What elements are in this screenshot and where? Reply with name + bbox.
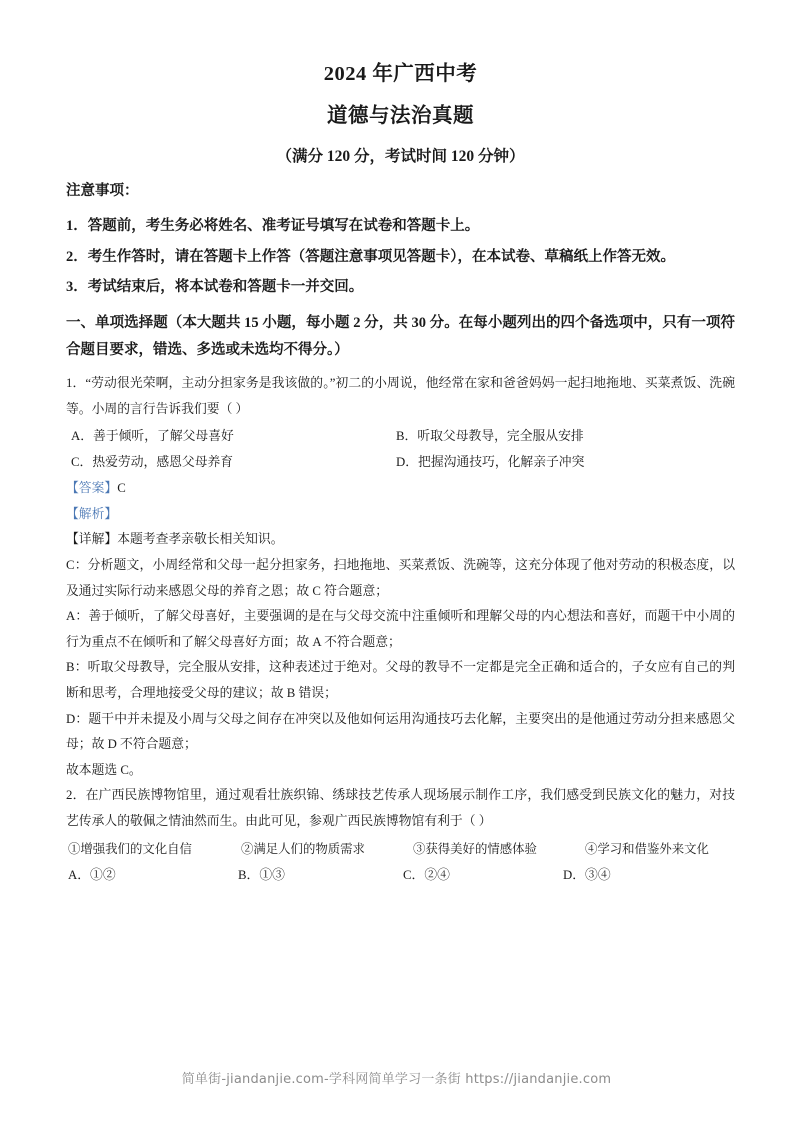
question-1-analysis-line: [66, 502, 735, 528]
question-2-options-row: [66, 863, 735, 889]
analysis-tag: 【解析】: [66, 506, 118, 521]
question-2-option-a[interactable]: A．①②: [68, 867, 116, 882]
notice-item-2: 2．考生作答时，请在答题卡上作答（答题注意事项见答题卡），在本试卷、草稿纸上作答无效。: [66, 248, 675, 265]
question-2-sub-option-3: ③获得美好的情感体验: [413, 841, 537, 856]
question-1-explanation-c: C：分析题文，小周经常和父母一起分担家务，扫地拖地、买菜煮饭、洗碗等，这充分体现了他对劳动的积极态度，以及通过实际行动来感恩父母的养育之恩；故 C 符合题意；: [66, 557, 735, 598]
question-1-option-a[interactable]: A．善于倾听，了解父母喜好: [71, 429, 234, 444]
detail-tag: 【详解】: [66, 532, 118, 547]
question-1-explanation-b: B：听取父母教导，完全服从安排，这种表述过于绝对。父母的教导不一定都是完全正确和适合的，子女应有自己的判断和思考，合理地接受父母的建议；故 B 错误；: [66, 660, 735, 700]
footer-watermark: 简单街-jiandanjie.com-学科网简单学习一条街 https://jiandanjie.com: [181, 1072, 612, 1087]
notice-block: [66, 181, 735, 300]
question-2-sub-option-2: ②满足人们的物质需求: [241, 841, 365, 856]
score-and-time-line: （满分 120 分，考试时间 120 分钟）: [276, 148, 525, 166]
detail-intro-text: 本题考查孝亲敬长相关知识。: [117, 532, 284, 547]
page-subtitle: 道德与法治真题: [327, 104, 474, 127]
answer-tag: 【答案】: [66, 481, 118, 496]
question-1-stem: 1．“劳动很光荣啊，主动分担家务是我该做的。”初二的小周说，他经常在家和爸爸妈妈一起扫地拖地、买菜煮饭、洗碗等。小周的言行告诉我们要（ ）: [66, 376, 735, 416]
question-2-sub-options-row: [66, 837, 735, 863]
page-title: 2024 年广西中考: [323, 63, 478, 85]
question-2-option-b[interactable]: B．①③: [238, 867, 285, 882]
answer-value: C: [117, 481, 126, 496]
title-block: [66, 0, 735, 167]
question-1-options-row-1: [66, 424, 735, 450]
question-2-option-d[interactable]: D．③④: [563, 867, 611, 882]
question-1-explanation-a: A：善于倾听，了解父母喜好，主要强调的是在与父母交流中注重倾听和理解父母的内心想法和喜好，而题干中小周的行为重点不在倾听和了解父母喜好方面；故 A 不符合题意；: [66, 609, 735, 649]
question-1-explanation-d: D：题干中并未提及小周与父母之间存在冲突以及他如何运用沟通技巧去化解，主要突出的是他通过劳动分担来感恩父母；故 D 不符合题意；: [66, 711, 735, 752]
question-1-answer-line: [66, 476, 735, 502]
question-2-sub-option-4: ④学习和借鉴外来文化: [585, 841, 709, 856]
question-2: [66, 783, 735, 888]
section-heading-multiple-choice: 一、单项选择题（本大题共 15 小题，每小题 2 分，共 30 分。在每小题列出的四个备选项中，只有一项符合题目要求，错选、多选或未选均不得分。）: [66, 315, 735, 358]
question-1-option-b[interactable]: B．听取父母教导，完全服从安排: [396, 429, 584, 444]
question-1-options-row-2: [66, 450, 735, 476]
question-1-option-d[interactable]: D．把握沟通技巧，化解亲子冲突: [396, 455, 585, 470]
question-2-option-c[interactable]: C．②④: [403, 867, 450, 882]
notice-item-1: 1．答题前，考生务必将姓名、准考证号填写在试卷和答题卡上。: [66, 218, 480, 235]
notice-item-3: 3．考试结束后，将本试卷和答题卡一并交回。: [66, 278, 364, 295]
question-2-stem: 2．在广西民族博物馆里，通过观看壮族织锦、绣球技艺传承人现场展示制作工序，我们感受到民族文化的魅力，对技艺传承人的敬佩之情油然而生。由此可见，参观广西民族博物馆有利于（ ）: [66, 788, 735, 828]
question-1: [66, 371, 735, 783]
notice-heading: 注意事项：: [66, 183, 139, 200]
question-1-detail-intro: [66, 527, 735, 553]
question-1-conclusion: 故本题选 C。: [66, 762, 142, 777]
question-1-option-c[interactable]: C．热爱劳动，感恩父母养育: [71, 455, 234, 470]
question-2-sub-option-1: ①增强我们的文化自信: [68, 841, 192, 856]
